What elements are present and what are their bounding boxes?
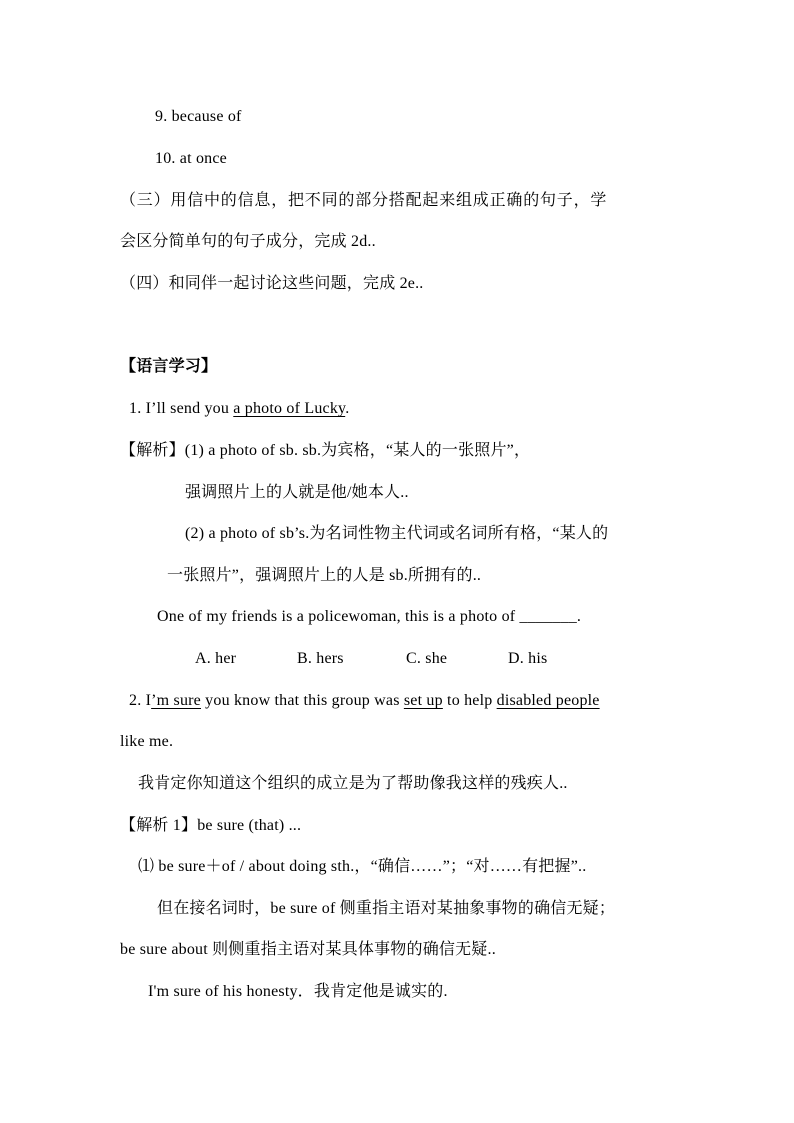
analysis-2: (2) a photo of sb’s.为名词性物主代词或名词所有格，“某人的 bbox=[185, 525, 609, 542]
point-1: ⑴ be sure＋of / about doing sth.，“确信……”；“对……有把握”.. bbox=[138, 858, 587, 875]
option-b: B. hers bbox=[297, 650, 344, 667]
exercise-stem: One of my friends is a policewoman, this is a photo of bbox=[157, 608, 520, 625]
text-line: 会区分简单句的句子成分，完成 2d.. bbox=[120, 233, 376, 250]
text-line: （三）用信中的信息，把不同的部分搭配起来组成正确的句子，学 bbox=[120, 192, 608, 209]
exercise-end: . bbox=[576, 608, 582, 625]
translation: 我肯定你知道这个组织的成立是为了帮助像我这样的残疾人.. bbox=[138, 775, 568, 792]
exercise-blank: _______ bbox=[519, 608, 577, 625]
option-a: A. her bbox=[195, 650, 237, 667]
item-2 bbox=[129, 691, 600, 711]
section-title: 【语言学习】 bbox=[120, 358, 218, 375]
point-3: be sure about 则侧重指主语对某具体事物的确信无疑.. bbox=[120, 941, 496, 958]
item-2-underlined-disabled: disabled people bbox=[496, 692, 600, 709]
item-2-part: to help bbox=[442, 692, 497, 709]
item-2-underlined-setup: set up bbox=[403, 692, 443, 709]
item-1 bbox=[129, 399, 349, 419]
item-1-underlined: a photo of Lucky bbox=[233, 400, 346, 417]
item-1-prefix: 1. I’ll send you bbox=[129, 400, 234, 417]
point-2: 但在接名词时，be sure of 侧重指主语对某抽象事物的确信无疑； bbox=[157, 900, 616, 917]
analysis-2-continued: 一张照片”，强调照片上的人是 sb.所拥有的.. bbox=[167, 567, 482, 584]
text-line: 10. at once bbox=[155, 150, 227, 167]
text-line: 9. because of bbox=[155, 108, 242, 125]
text-line: （四）和同伴一起讨论这些问题，完成 2e.. bbox=[120, 275, 424, 292]
analysis-3: 【解析 1】be sure (that) ... bbox=[120, 817, 302, 834]
exercise-question bbox=[157, 607, 581, 627]
item-2-part: 2. I bbox=[129, 692, 152, 709]
item-2-underlined-sure: ’m sure bbox=[151, 692, 201, 709]
option-c: C. she bbox=[406, 650, 448, 667]
example-sentence: I'm sure of his honesty．我肯定他是诚实的. bbox=[148, 983, 448, 1000]
item-2-part: you know that this group was bbox=[200, 692, 404, 709]
item-1-suffix: . bbox=[345, 400, 350, 417]
option-d: D. his bbox=[508, 650, 548, 667]
analysis-1-continued: 强调照片上的人就是他/她本人.. bbox=[185, 484, 409, 501]
analysis-1: 【解析】(1) a photo of sb. sb.为宾格，“某人的一张照片”， bbox=[120, 442, 531, 459]
item-2-continued: like me. bbox=[120, 733, 174, 750]
